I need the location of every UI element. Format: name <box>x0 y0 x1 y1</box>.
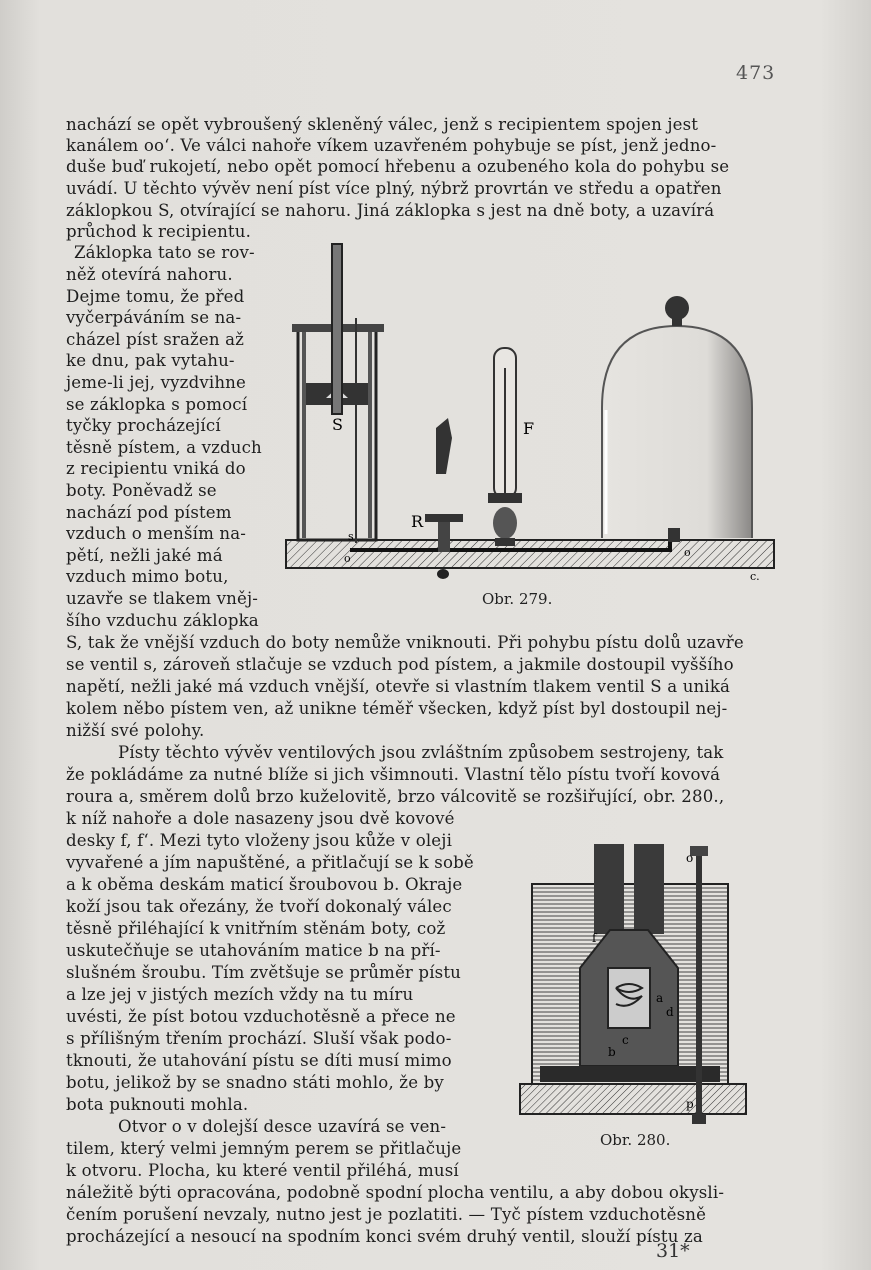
page-number: 473 <box>736 62 776 84</box>
text-line: tknouti, že utahování pístu se díti musí mimo <box>66 1051 452 1070</box>
text-line: kanálem oo‘. Ve válci nahoře víkem uzavřeném pohybuje se píst, jenž jedno- <box>66 136 717 155</box>
label-o-prime: o <box>684 546 691 559</box>
text-line: tyčky procházející <box>66 416 221 435</box>
text-line: vzduch mimo botu, <box>66 567 229 586</box>
label-s: s <box>348 530 354 543</box>
text-line: těsně pístem, a vzduch <box>66 438 262 457</box>
text-line: duše buď rukojetí, nebo opět pomocí hřebenu a ozubeného kola do pohybu se <box>66 157 730 176</box>
text-line: nachází se opět vybroušený skleněný válec, jenž s recipientem spojen jest <box>66 115 699 134</box>
text-line: z recipientu vniká do <box>66 459 246 478</box>
text-line: pětí, nežli jaké má <box>66 546 223 565</box>
text-line: uzavře se tlakem vněj- <box>66 589 259 608</box>
text-line: slušném šroubu. Tím zvětšuje se průměr pístu <box>66 963 461 982</box>
text-line: Otvor o v dolejší desce uzavírá se ven- <box>118 1117 447 1136</box>
text-line: a k oběma deskám maticí šroubovou b. Okraje <box>66 875 463 894</box>
label-d: d <box>666 1005 674 1019</box>
text-line: boty. Poněvadž se <box>66 481 217 500</box>
text-line: a lze jej v jistých mezích vždy na tu míru <box>66 985 414 1004</box>
label-a: a <box>656 991 664 1005</box>
label-F: F <box>523 419 535 438</box>
text-line: botu, jelikož by se snadno státi mohlo, že by <box>66 1073 444 1092</box>
text-line: průchod k recipientu. <box>66 222 252 241</box>
text-line: nižší své polohy. <box>66 721 205 740</box>
signature-mark: 31* <box>656 1240 690 1262</box>
text-line: uvésti, že píst botou vzduchotěsně a přece ne <box>66 1007 456 1026</box>
text-line: procházející a nesoucí na spodním konci svém druhý ventil, slouží pístu za <box>66 1227 703 1246</box>
text-line: že pokládáme za nutné blíže si jich všimnouti. Vlastní tělo pístu tvoří kovová <box>66 765 721 784</box>
label-c: c. <box>750 570 760 583</box>
text-line: se ventil s, zároveň stlačuje se vzduch pod pístem, a jakmile dostoupil vyššího <box>66 655 734 674</box>
text-line: ke dnu, pak vytahu- <box>66 351 235 370</box>
text-line: roura a, směrem dolů brzo kuželovitě, brzo válcovitě se rozšiřující, obr. 280., <box>66 787 725 806</box>
text-line: těsně přiléhající k vnitřním stěnám boty, což <box>66 919 446 938</box>
text-line: náležitě býti opracována, podobně spodní plocha ventilu, a aby dobou okysli- <box>66 1183 725 1202</box>
text-line: vyčerpáváním se na- <box>66 308 242 327</box>
text-line: Dejme tomu, že před <box>66 287 245 306</box>
text-line: šího vzduchu záklopka <box>66 611 259 630</box>
label-o: o <box>344 552 351 565</box>
text-line: kolem něbo pístem ven, až unikne téměř všecken, když píst byl dostoupil nej- <box>66 699 728 718</box>
figure-280-piston <box>510 838 772 1128</box>
text-line: nachází pod pístem <box>66 503 232 522</box>
text-line: k otvoru. Plocha, ku které ventil přiléhá, musí <box>66 1161 459 1180</box>
text-line: záklopkou S, otvírající se nahoru. Jiná záklopka s jest na dně boty, a uzavírá <box>66 201 715 220</box>
label-o: o <box>686 851 694 865</box>
text-line: k níž nahoře a dole nasazeny jsou dvě kovové <box>66 809 455 828</box>
figure-280-caption: Obr. 280. <box>600 1131 671 1149</box>
label-S: S <box>332 415 343 434</box>
label-R: R <box>411 512 424 531</box>
text-line: s přílišným třením prochází. Sluší však podo- <box>66 1029 452 1048</box>
text-line: něž otevírá nahoru. <box>66 265 233 284</box>
text-line: se záklopka s pomocí <box>66 395 248 414</box>
text-line: vyvařené a jím napuštěné, a přitlačují se k sobě <box>66 853 474 872</box>
text-line: cházel píst sražen až <box>66 330 245 349</box>
figure-279-air-pump <box>280 238 780 588</box>
label-p: p <box>686 1097 694 1111</box>
text-line: uskutečňuje se utahováním matice b na pří- <box>66 941 441 960</box>
text-line: S, tak že vnější vzduch do boty nemůže vniknouti. Při pohybu pístu dolů uzavře <box>66 633 744 652</box>
text-line: tilem, který velmi jemným perem se přitlačuje <box>66 1139 462 1158</box>
label-f: f <box>592 931 597 945</box>
text-line: vzduch o menším na- <box>66 524 247 543</box>
text-line: bota puknouti mohla. <box>66 1095 249 1114</box>
label-c: c <box>622 1033 629 1047</box>
text-line: desky f, f‘. Mezi tyto vloženy jsou kůže v oleji <box>66 831 453 850</box>
text-line: Písty těchto vývěv ventilových jsou zvláštním způsobem sestrojeny, tak <box>118 743 724 762</box>
text-line: napětí, nežli jaké má vzduch vnější, otevře si vlastním tlakem ventil S a uniká <box>66 677 731 696</box>
figure-279-caption: Obr. 279. <box>482 590 553 608</box>
label-b: b <box>608 1045 616 1059</box>
text-line: Záklopka tato se rov- <box>74 243 255 262</box>
text-line: jeme-li jej, vyzdvihne <box>66 373 246 392</box>
text-line: uvádí. U těchto vývěv není píst více plný, nýbrž provrtán ve středu a opatřen <box>66 179 722 198</box>
text-line: čením porušení nevzaly, nutno jest je pozlatiti. — Tyč pístem vzduchotěsně <box>66 1205 707 1224</box>
text-line: koží jsou tak ořezány, že tvoří dokonalý válec <box>66 897 452 916</box>
